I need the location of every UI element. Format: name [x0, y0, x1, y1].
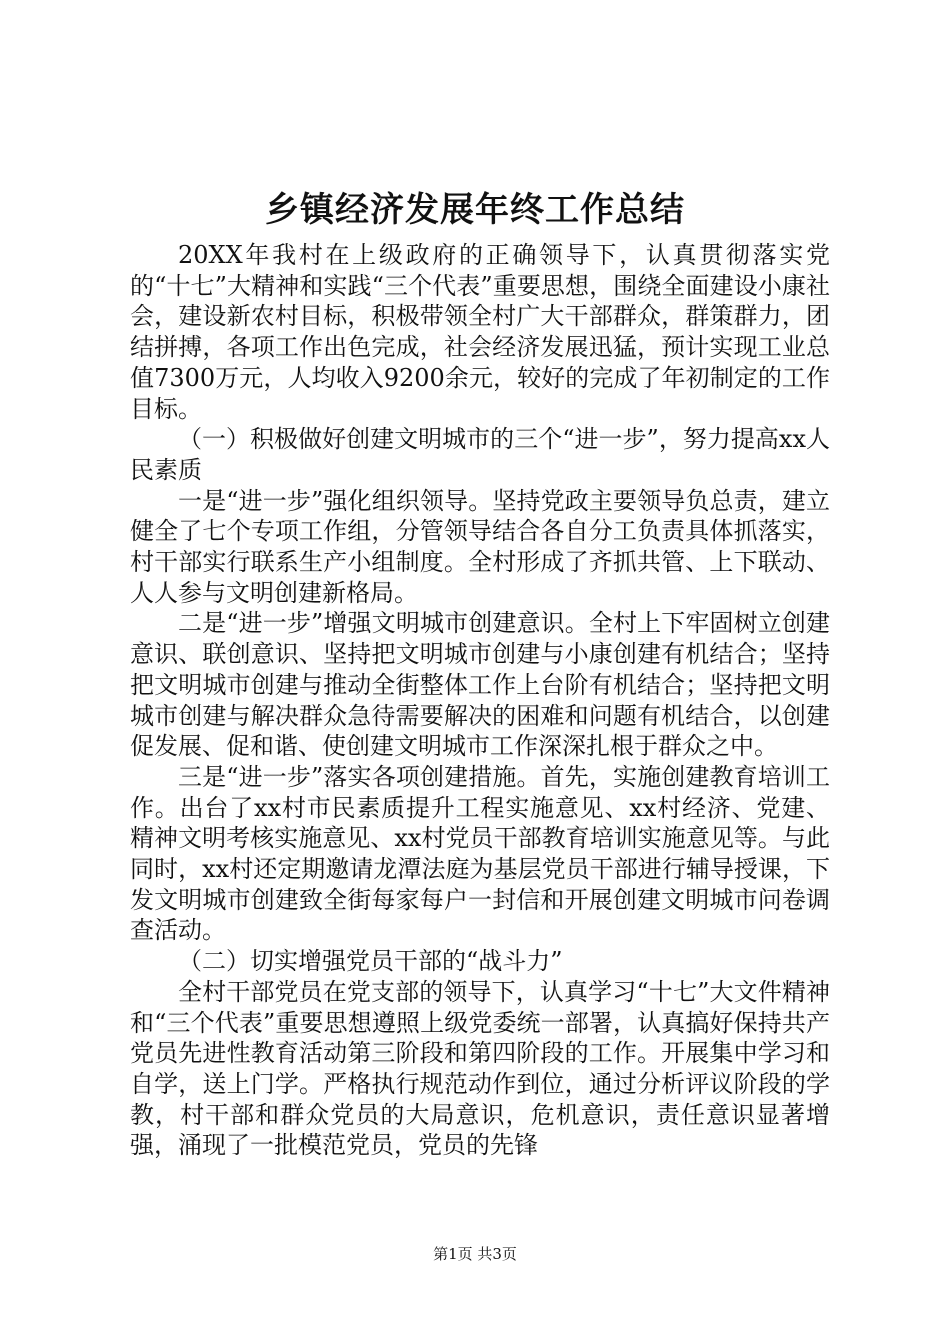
- paragraph-intro: 20XX年我村在上级政府的正确领导下，认真贯彻落实党的“十七”大精神和实践“三个代表”重要思想，围绕全面建设小康社会，建设新农村目标，积极带领全村广大干部群众，群策群力，团结拼搏，各项工作出色完成，社会经济发展迅猛，预计实现工业总值7300万元，人均收入9200余元，较好的完成了年初制定的工作目标。: [130, 241, 830, 423]
- page-number-footer: 第1页 共3页: [433, 1245, 517, 1263]
- section-heading-2: （二）切实增强党员干部的“战斗力”: [178, 947, 563, 976]
- document-title: 乡镇经济发展年终工作总结: [265, 190, 685, 230]
- paragraph-step-two: 二是“进一步”增强文明城市创建意识。全村上下牢固树立创建意识、联创意识、坚持把文明城市创建与小康创建有机结合；坚持把文明城市创建与推动全街整体工作上台阶有机结合；坚持把文明城市创建与解决群众急待需要解决的困难和问题有机结合，以创建促发展、促和谐、使创建文明城市工作深深扎根于群众之中。: [130, 609, 830, 761]
- section-heading-1: （一）积极做好创建文明城市的三个“进一步”，努力提高xx人民素质: [130, 425, 830, 484]
- document-body: [130, 240, 830, 1161]
- paragraph-step-one: 一是“进一步”强化组织领导。坚持党政主要领导负总责，建立健全了七个专项工作组，分管领导结合各自分工负责具体抓落实，村干部实行联系生产小组制度。全村形成了齐抓共管、上下联动、人人参与文明创建新格局。: [130, 486, 830, 607]
- paragraph-party-members: 全村干部党员在党支部的领导下，认真学习“十七”大文件精神和“三个代表”重要思想遵照上级党委统一部署，认真搞好保持共产党员先进性教育活动第三阶段和第四阶段的工作。开展集中学习和自学，送上门学。严格执行规范动作到位，通过分析评议阶段的学教，村干部和群众党员的大局意识，危机意识，责任意识显著增强，涌现了一批模范党员，党员的先锋: [130, 977, 830, 1160]
- paragraph-step-three: 三是“进一步”落实各项创建措施。首先，实施创建教育培训工作。出台了xx村市民素质提升工程实施意见、xx村经济、党建、精神文明考核实施意见、xx村党员干部教育培训实施意见等。与此同时，xx村还定期邀请龙潭法庭为基层党员干部进行辅导授课，下发文明城市创建致全街每家每户一封信和开展创建文明城市问卷调查活动。: [130, 762, 830, 945]
